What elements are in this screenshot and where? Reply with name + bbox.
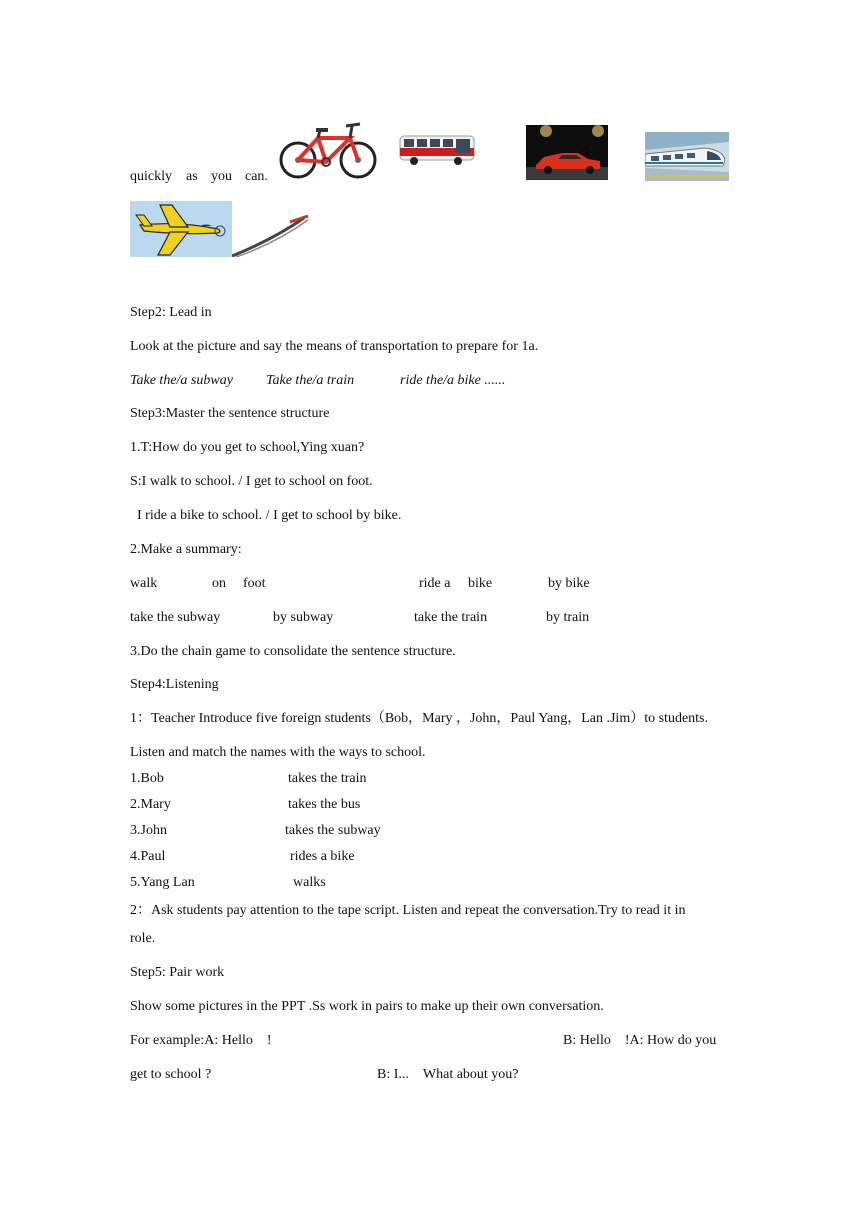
match-way-4: rides a bike (290, 849, 355, 864)
step4-task2-line2: role. (130, 931, 156, 946)
match-name-3: 3.John (130, 823, 167, 838)
summary-foot: foot (243, 576, 266, 591)
step2-example-train: Take the/a train (266, 373, 355, 388)
intro-word-can: can. (245, 169, 268, 184)
intro-word-quickly: quickly (130, 169, 172, 184)
match-name-2: 2.Mary (130, 797, 171, 812)
step4-instruction: Listen and match the names with the ways to school. (130, 745, 426, 760)
subway-train-image (645, 132, 729, 181)
intro-word-as: as (186, 169, 198, 184)
step2-example-bike: ride the/a bike ...... (400, 373, 506, 388)
match-name-1: 1.Bob (130, 771, 164, 786)
step5-heading: Step5: Pair work (130, 965, 225, 980)
step4-heading: Step4:Listening (130, 677, 219, 692)
match-name-4: 4.Paul (130, 849, 166, 864)
summary-walk: walk (130, 576, 158, 591)
match-way-5: walks (293, 875, 326, 890)
summary-ride-a: ride a (419, 576, 451, 591)
match-way-2: takes the bus (288, 797, 361, 812)
step5-example-b: B: Hello !A: How do you (563, 1033, 717, 1048)
railway-track-image (232, 210, 312, 257)
step3-answer-walk: S:I walk to school. / I get to school on foot. (130, 474, 373, 489)
step2-instruction: Look at the picture and say the means of transportation to prepare for 1a. (130, 339, 539, 354)
bicycle-image (278, 120, 378, 180)
step5-example-a: For example:A: Hello ! (130, 1033, 272, 1048)
intro-word-you: you (211, 169, 232, 184)
summary-on: on (212, 576, 226, 591)
step3-summary-title: 2.Make a summary: (130, 542, 242, 557)
match-way-3: takes the subway (285, 823, 381, 838)
step3-heading: Step3:Master the sentence structure (130, 406, 330, 421)
step4-task2-line1: 2：Ask students pay attention to the tape script. Listen and repeat the conversation.Try to read it in (130, 903, 686, 918)
summary-take-subway: take the subway (130, 610, 221, 625)
step2-heading: Step2: Lead in (130, 305, 212, 320)
match-name-5: 5.Yang Lan (130, 875, 195, 890)
airplane-image (130, 201, 232, 257)
summary-by-subway: by subway (273, 610, 334, 625)
step2-example-subway: Take the/a subway (130, 373, 233, 388)
summary-by-bike: by bike (548, 576, 590, 591)
step5-example-d: B: I... What about you? (377, 1067, 519, 1082)
summary-take-train: take the train (414, 610, 488, 625)
summary-bike: bike (468, 576, 493, 591)
step3-question: 1.T:How do you get to school,Ying xuan? (130, 440, 365, 455)
match-way-1: takes the train (288, 771, 367, 786)
summary-by-train: by train (546, 610, 590, 625)
step5-example-c: get to school ? (130, 1067, 212, 1082)
step3-chain-game: 3.Do the chain game to consolidate the sentence structure. (130, 644, 456, 659)
step5-instruction: Show some pictures in the PPT .Ss work in pairs to make up their own conversation. (130, 999, 604, 1014)
step4-intro (130, 711, 730, 727)
step3-answer-bike: I ride a bike to school. / I get to school by bike. (137, 508, 402, 523)
car-image (526, 125, 608, 180)
bus-image (398, 132, 476, 166)
step4-intro-text: 1：Teacher Introduce five foreign students（Bob，Mary ，John，Paul Yang，Lan .Jim）to students. (130, 711, 708, 726)
